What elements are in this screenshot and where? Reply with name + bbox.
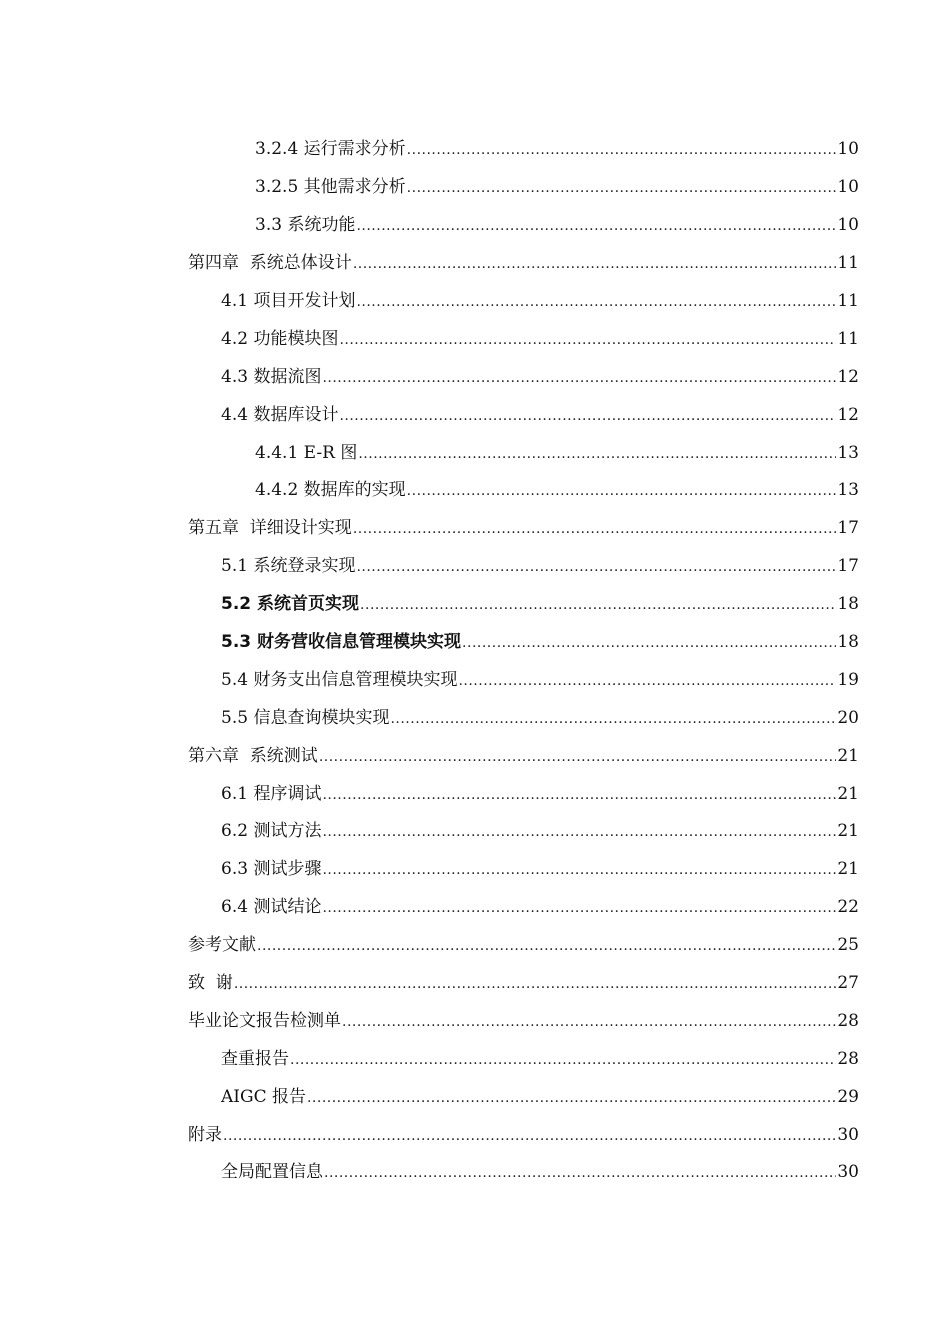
toc-entry-page-number: 19 (837, 669, 859, 690)
toc-dot-leader (319, 750, 837, 764)
toc-entry-page-number: 17 (837, 556, 859, 577)
toc-dot-leader (462, 636, 836, 650)
toc-entry[interactable] (0, 586, 950, 624)
table-of-contents (0, 131, 950, 1192)
toc-entry-page-number: 10 (837, 215, 859, 236)
toc-entry[interactable] (0, 320, 950, 358)
toc-entry[interactable] (0, 927, 950, 965)
toc-entry-page-number: 21 (837, 745, 859, 766)
toc-entry[interactable] (0, 699, 950, 737)
toc-entry-page-number: 29 (837, 1086, 859, 1107)
toc-entry-title: 第四章 系统总体设计 (188, 253, 352, 274)
toc-entry-page-number: 11 (837, 291, 859, 311)
toc-entry-page-number: 18 (837, 594, 859, 615)
toc-entry[interactable] (0, 1154, 950, 1192)
toc-entry-page-number: 10 (837, 139, 859, 160)
toc-entry-page-number: 22 (837, 897, 859, 918)
toc-entry-page-number: 25 (837, 935, 859, 956)
toc-entry-title: 4.1 项目开发计划 (221, 291, 356, 311)
toc-entry[interactable] (0, 245, 950, 283)
toc-dot-leader (290, 1053, 836, 1067)
toc-dot-leader (322, 371, 836, 385)
toc-dot-leader (390, 712, 836, 726)
toc-entry[interactable] (0, 548, 950, 586)
toc-entry[interactable] (0, 1040, 950, 1078)
toc-entry[interactable] (0, 283, 950, 321)
toc-dot-leader (257, 939, 836, 953)
toc-entry-title: 6.4 测试结论 (221, 897, 322, 918)
toc-entry-title: 4.4.1 E-R 图 (255, 442, 358, 463)
toc-entry[interactable] (0, 396, 950, 434)
toc-entry-title: 6.3 测试步骤 (221, 859, 322, 880)
toc-entry[interactable] (0, 131, 950, 169)
toc-dot-leader (342, 1015, 836, 1029)
toc-entry-title: 3.3 系统功能 (255, 215, 356, 236)
toc-entry[interactable] (0, 775, 950, 813)
toc-entry[interactable] (0, 472, 950, 510)
toc-entry[interactable] (0, 624, 950, 662)
toc-dot-leader (458, 674, 836, 688)
toc-entry-title: 第五章 详细设计实现 (188, 518, 352, 539)
toc-entry[interactable] (0, 358, 950, 396)
toc-entry-title: 第六章 系统测试 (188, 745, 318, 766)
toc-dot-leader (307, 1091, 836, 1105)
toc-entry-title: 5.3 财务营收信息管理模块实现 (221, 632, 462, 653)
toc-entry-page-number: 27 (837, 973, 859, 994)
toc-entry-title: 全局配置信息 (221, 1162, 323, 1183)
toc-entry[interactable] (0, 661, 950, 699)
toc-entry-page-number: 30 (837, 1124, 859, 1145)
toc-entry-page-number: 28 (837, 1010, 859, 1031)
toc-dot-leader (407, 484, 837, 498)
toc-entry-title: 4.4.2 数据库的实现 (255, 480, 406, 501)
toc-entry-page-number: 28 (837, 1048, 859, 1069)
toc-entry-title: 毕业论文报告检测单 (188, 1010, 341, 1031)
toc-entry[interactable] (0, 965, 950, 1003)
toc-dot-leader (353, 522, 837, 536)
toc-entry-page-number: 13 (837, 442, 859, 463)
toc-dot-leader (322, 788, 836, 802)
toc-dot-leader (356, 219, 836, 233)
toc-entry-page-number: 21 (837, 783, 859, 804)
toc-dot-leader (407, 143, 837, 157)
toc-entry-title: 参考文献 (188, 935, 256, 956)
toc-dot-leader (322, 863, 836, 877)
toc-entry-title: 5.4 财务支出信息管理模块实现 (221, 669, 458, 690)
toc-dot-leader (360, 598, 836, 612)
toc-entry[interactable] (0, 1078, 950, 1116)
toc-entry-page-number: 12 (837, 366, 859, 387)
toc-entry-title: 3.2.4 运行需求分析 (255, 139, 406, 160)
toc-entry-title: AIGC 报告 (221, 1086, 306, 1107)
toc-entry[interactable] (0, 737, 950, 775)
toc-entry-page-number: 30 (837, 1162, 859, 1183)
toc-dot-leader (223, 1129, 836, 1143)
toc-dot-leader (234, 977, 837, 991)
toc-entry-page-number: 10 (837, 177, 859, 198)
toc-dot-leader (339, 409, 836, 423)
toc-entry[interactable] (0, 1002, 950, 1040)
toc-entry[interactable] (0, 889, 950, 927)
toc-entry-title: 6.1 程序调试 (221, 783, 322, 804)
toc-dot-leader (356, 295, 836, 309)
toc-entry[interactable] (0, 813, 950, 851)
toc-entry-title: 5.2 系统首页实现 (221, 594, 360, 615)
toc-entry-page-number: 12 (837, 404, 859, 425)
toc-entry-page-number: 21 (837, 859, 859, 880)
toc-entry-title: 3.2.5 其他需求分析 (255, 177, 406, 198)
toc-entry-page-number: 13 (837, 480, 859, 501)
toc-entry[interactable] (0, 169, 950, 207)
toc-entry-title: 4.2 功能模块图 (221, 328, 339, 349)
toc-entry-page-number: 11 (837, 328, 859, 349)
toc-entry-title: 5.1 系统登录实现 (221, 556, 356, 577)
toc-entry-title: 附录 (188, 1124, 222, 1145)
toc-entry-title: 4.4 数据库设计 (221, 404, 339, 425)
toc-entry[interactable] (0, 851, 950, 889)
toc-entry[interactable] (0, 207, 950, 245)
toc-dot-leader (407, 181, 837, 195)
toc-entry[interactable] (0, 1116, 950, 1154)
toc-dot-leader (322, 825, 836, 839)
toc-entry[interactable] (0, 510, 950, 548)
toc-entry-title: 6.2 测试方法 (221, 821, 322, 842)
toc-entry-title: 致 谢 (188, 973, 233, 994)
toc-dot-leader (356, 560, 836, 574)
toc-entry-page-number: 18 (837, 632, 859, 653)
toc-dot-leader (324, 1166, 836, 1180)
toc-entry-page-number: 11 (837, 253, 859, 274)
toc-entry-title: 4.3 数据流图 (221, 366, 322, 387)
toc-entry-page-number: 21 (837, 821, 859, 842)
toc-entry-page-number: 20 (837, 707, 859, 728)
toc-entry-title: 查重报告 (221, 1048, 289, 1069)
toc-entry[interactable] (0, 434, 950, 472)
toc-entry-title: 5.5 信息查询模块实现 (221, 707, 390, 728)
toc-dot-leader (353, 257, 837, 271)
toc-dot-leader (358, 447, 836, 461)
toc-dot-leader (339, 333, 836, 347)
toc-dot-leader (322, 901, 836, 915)
toc-entry-page-number: 17 (837, 518, 859, 539)
